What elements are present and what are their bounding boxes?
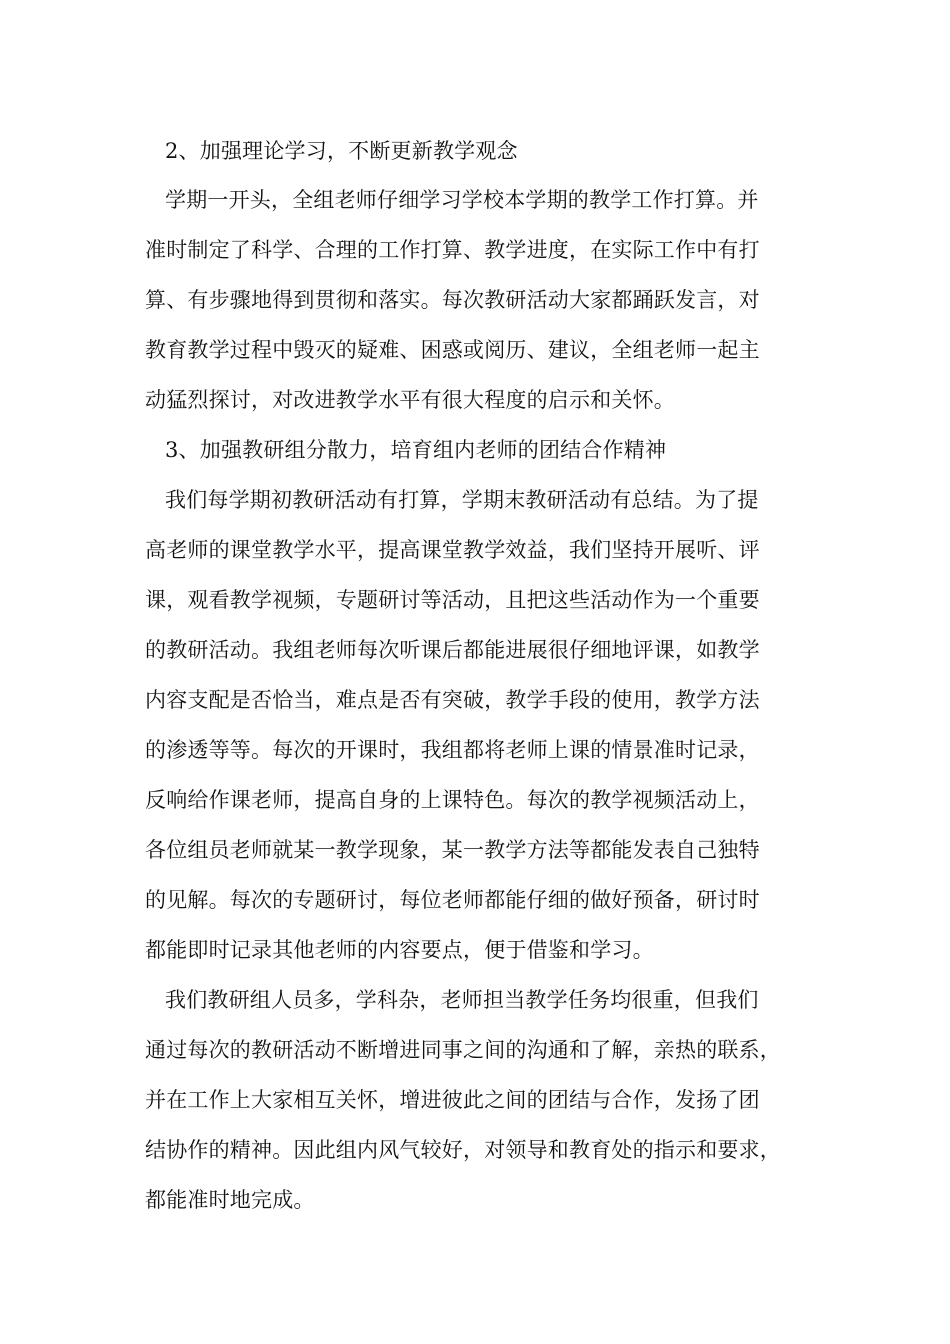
paragraph-2-line-2: 高老师的课堂教学水平，提高课堂教学效益，我们坚持开展听、评 <box>145 538 760 562</box>
paragraph-2-line-9: 的见解。每次的专题研讨，每位老师都能仔细的做好预备，研讨时 <box>145 888 760 912</box>
paragraph-3-line-1: 我们教研组人员多，学科杂，老师担当教学任务均很重，但我们 <box>165 988 759 1012</box>
section-heading-3: 3、加强教研组分散力，培育组内老师的团结合作精神 <box>165 438 667 462</box>
paragraph-1-line-5: 动猛烈探讨，对改进教学水平有很大程度的启示和关怀。 <box>145 388 675 412</box>
paragraph-3-line-4: 结协作的精神。因此组内风气较好，对领导和教育处的指示和要求， <box>145 1138 781 1162</box>
paragraph-3-line-5: 都能准时地完成。 <box>145 1188 315 1212</box>
paragraph-2-line-3: 课，观看教学视频，专题研讨等活动，且把这些活动作为一个重要 <box>145 588 760 612</box>
paragraph-2-line-4: 的教研活动。我组老师每次听课后都能进展很仔细地评课，如教学 <box>145 638 760 662</box>
paragraph-1-line-4: 教育教学过程中毁灭的疑难、困惑或阅历、建议，全组老师一起主 <box>145 338 760 362</box>
paragraph-2-line-7: 反响给作课老师，提高自身的上课特色。每次的教学视频活动上， <box>145 788 760 812</box>
paragraph-3-line-2: 通过每次的教研活动不断增进同事之间的沟通和了解，亲热的联系， <box>145 1038 781 1062</box>
paragraph-2-line-1: 我们每学期初教研活动有打算，学期末教研活动有总结。为了提 <box>165 488 759 512</box>
paragraph-2-line-8: 各位组员老师就某一教学现象，某一教学方法等都能发表自己独特 <box>145 838 760 862</box>
paragraph-1-line-1: 学期一开头，全组老师仔细学习学校本学期的教学工作打算。并 <box>165 188 759 212</box>
section-heading-2: 2、加强理论学习，不断更新教学观念 <box>165 139 518 163</box>
paragraph-1-line-3: 算、有步骤地得到贯彻和落实。每次教研活动大家都踊跃发言，对 <box>145 288 760 312</box>
paragraph-2-line-10: 都能即时记录其他老师的内容要点，便于借鉴和学习。 <box>145 938 654 962</box>
paragraph-1-line-2: 准时制定了科学、合理的工作打算、教学进度，在实际工作中有打 <box>145 238 760 262</box>
paragraph-2-line-6: 的渗透等等。每次的开课时，我组都将老师上课的情景准时记录， <box>145 738 760 762</box>
paragraph-2-line-5: 内容支配是否恰当，难点是否有突破，教学手段的使用，教学方法 <box>145 688 760 712</box>
paragraph-3-line-3: 并在工作上大家相互关怀，增进彼此之间的团结与合作，发扬了团 <box>145 1088 760 1112</box>
